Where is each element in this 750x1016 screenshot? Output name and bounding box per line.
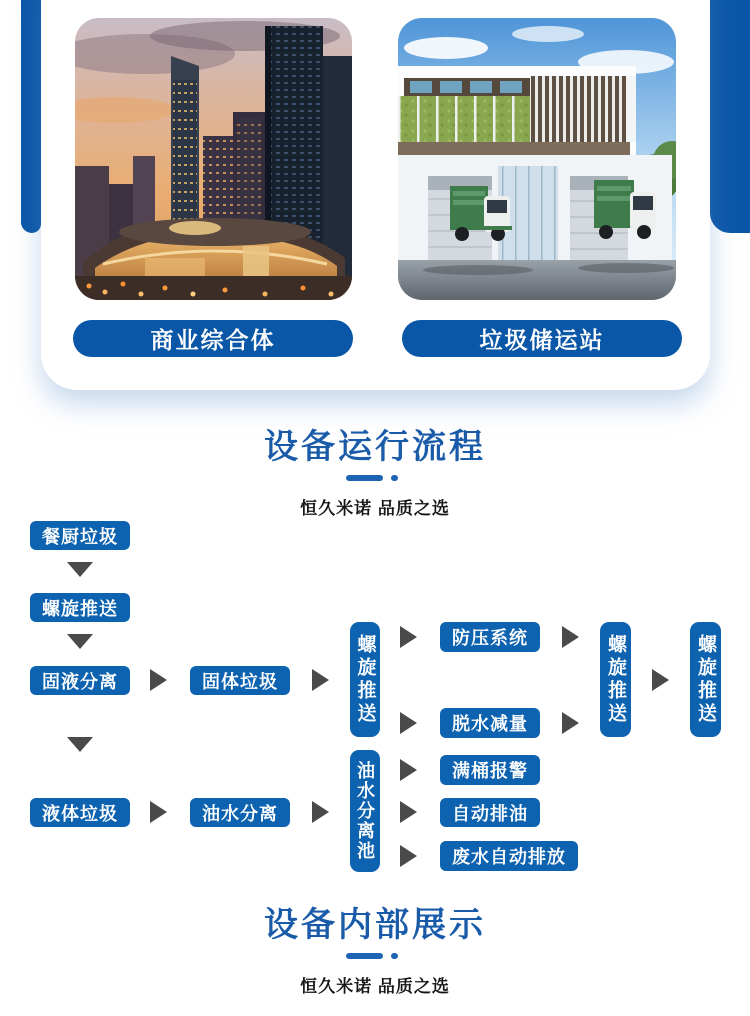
city-night-illustration [75, 18, 352, 300]
flow-node-liquid-waste: 液体垃圾 [30, 798, 130, 827]
arrow-down-icon [67, 634, 93, 649]
divider-dash-icon [346, 475, 383, 481]
arrow-right-icon [400, 626, 417, 648]
flow-node-auto-oil-drain: 自动排油 [440, 798, 540, 827]
transfer-station-image [398, 18, 676, 300]
arrow-right-icon [400, 845, 417, 867]
internal-display-header [0, 906, 750, 997]
flow-node-screw-push-v3: 螺旋推送 [690, 622, 721, 737]
flow-node-screw-push-v2: 螺旋推送 [600, 622, 631, 737]
hero-card [41, 0, 710, 390]
internal-display-title: 设备内部展示 [264, 906, 486, 944]
right-blue-bar [710, 0, 750, 233]
arrow-right-icon [562, 712, 579, 734]
arrow-right-icon [150, 801, 167, 823]
left-blue-bar [21, 0, 41, 233]
arrow-right-icon [312, 669, 329, 691]
transfer-station-illustration [398, 18, 676, 300]
flow-node-full-bucket-alarm: 满桶报警 [440, 755, 540, 785]
arrow-right-icon [400, 712, 417, 734]
arrow-down-icon [67, 562, 93, 577]
internal-display-subtitle: 恒久米诺 品质之选 [300, 977, 450, 996]
flow-node-solid-liquid-sep: 固液分离 [30, 666, 130, 695]
arrow-right-icon [400, 759, 417, 781]
arrow-right-icon [312, 801, 329, 823]
flow-section-title: 设备运行流程 [264, 428, 486, 466]
label-commercial-complex: 商业综合体 [73, 320, 353, 357]
city-complex-image [75, 18, 352, 300]
flow-node-dewater-reduce: 脱水减量 [440, 708, 540, 738]
divider-dash-icon [346, 953, 383, 959]
flow-node-pressure-system: 防压系统 [440, 622, 540, 652]
divider-dot-icon [391, 953, 398, 959]
title-divider [346, 953, 404, 959]
arrow-down-icon [67, 737, 93, 752]
divider-dot-icon [391, 475, 398, 481]
flow-node-oil-water-sep: 油水分离 [190, 798, 290, 827]
flow-node-screw-push-v1: 螺旋推送 [350, 622, 380, 737]
arrow-right-icon [562, 626, 579, 648]
flow-section-header [0, 428, 750, 519]
flow-node-solid-waste: 固体垃圾 [190, 666, 290, 695]
flow-node-kitchen-waste: 餐厨垃圾 [30, 521, 130, 550]
flow-node-wastewater-discharge: 废水自动排放 [440, 841, 578, 871]
arrow-right-icon [652, 669, 669, 691]
title-divider [346, 475, 404, 481]
flow-node-oil-water-pool: 油水分离池 [350, 750, 380, 872]
flow-node-screw-push-1: 螺旋推送 [30, 593, 130, 622]
arrow-right-icon [150, 669, 167, 691]
flow-section-subtitle: 恒久米诺 品质之选 [300, 499, 450, 518]
label-waste-station: 垃圾储运站 [402, 320, 682, 357]
arrow-right-icon [400, 801, 417, 823]
